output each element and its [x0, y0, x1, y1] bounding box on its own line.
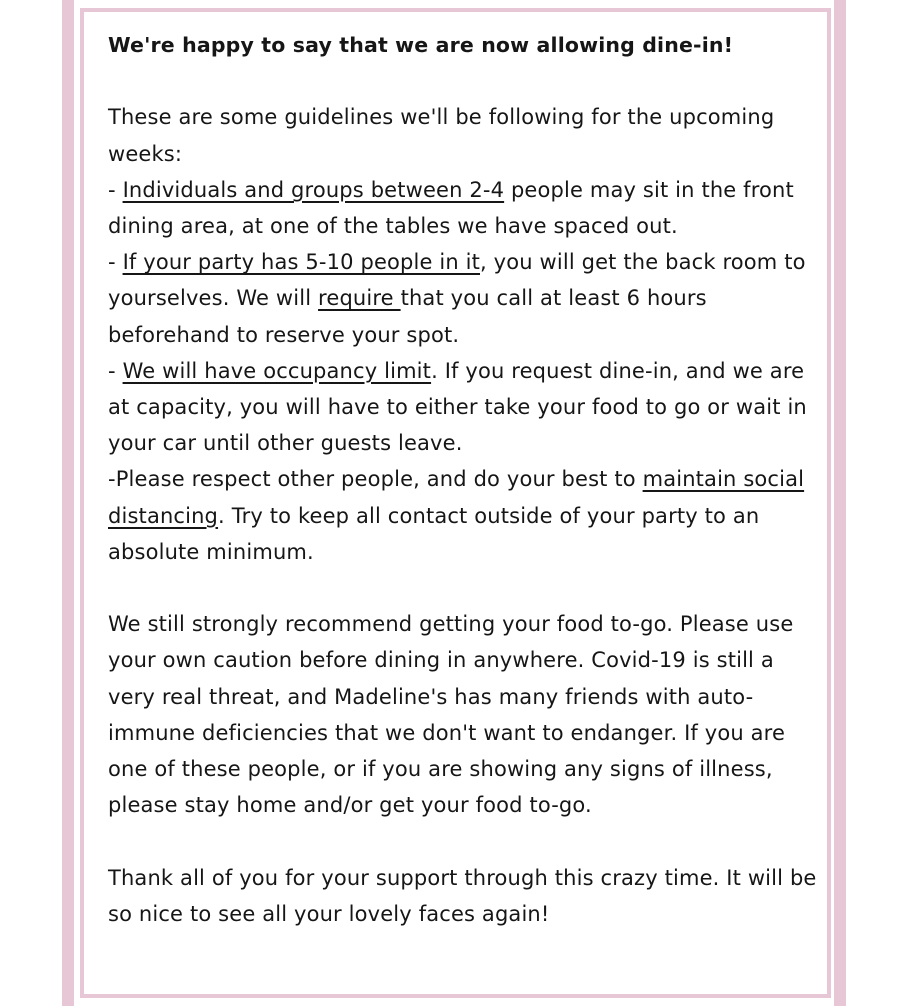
paragraph-spacer [108, 570, 818, 606]
underlined-phrase: If your party has 5-10 people in it [122, 250, 481, 275]
guideline-text: -Please respect other people, and do your best to [108, 467, 643, 492]
paragraph-spacer [108, 823, 818, 859]
underlined-phrase: We will have occupancy limit [122, 358, 432, 383]
recommendation-paragraph: We still strongly recommend getting your food to-go. Please use your own caution before dining in anywhere. Covid-19 is still a very real threat, and Madeline's has many friends with auto-immune deficiencies that we don't want to endanger. If you are one of these people, or if you are showing any signs of illness, please stay home and/or get your food to-go. [108, 612, 794, 818]
underlined-phrase: maintain social distancing [108, 467, 805, 528]
guideline-group-size [108, 172, 818, 244]
closing-paragraph: Thank all of you for your support through this crazy time. It will be so nice to see all your lovely faces again! [108, 865, 817, 926]
guideline-distancing [108, 461, 818, 570]
guidelines-intro: These are some guidelines we'll be following for the upcoming weeks: [108, 105, 775, 166]
guideline-bullet: - [108, 250, 123, 275]
guideline-large-party [108, 244, 818, 353]
guideline-bullet: - [108, 177, 123, 202]
paragraph-spacer [108, 63, 818, 99]
guideline-text: . If you request dine-in, and we are at capacity, you will have to either take your food to go or wait in your car until other guests leave. [108, 358, 807, 456]
guideline-text: that you call at least 6 hours beforehand to reserve your spot. [108, 286, 707, 347]
underlined-phrase: require [318, 286, 401, 311]
guideline-text: people may sit in the front dining area, at one of the tables we have spaced out. [108, 177, 794, 238]
underlined-phrase: Individuals and groups between 2-4 [122, 177, 505, 202]
guideline-text: . Try to keep all contact outside of your party to an absolute minimum. [108, 503, 760, 564]
guideline-bullet: - [108, 358, 123, 383]
dine-in-notice [108, 27, 818, 932]
guideline-occupancy [108, 353, 818, 462]
notice-headline: We're happy to say that we are now allowing dine-in! [108, 33, 734, 57]
guideline-text: , you will get the back room to yourselves. We will [108, 250, 806, 311]
